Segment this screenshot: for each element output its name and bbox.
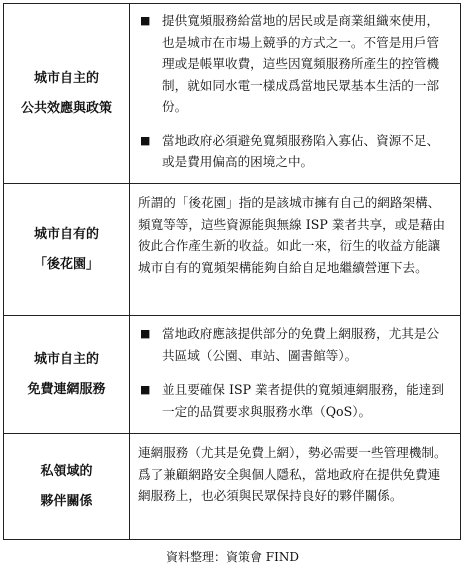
row-heading [4,184,130,315]
bullet-text: 並且要確保 ISP 業者提供的寬頻連網服務，能達到一定的品質要求與服務水準（QoS）。 [162,382,444,419]
table-row-partnership [3,433,461,540]
bullet-text: 當地政府應該提供部分的免費上網服務，尤其是公共區域（公園、車站、圖書館等）。 [162,326,440,363]
row-paragraph: 所謂的「後花園」指的是該城市擁有自己的網路架構、頻寬等等，這些資源能與無線 ISP 業者共享，或是藉由彼此合作產生新的收益。如此一來，衍生的收益方能讓城市自有的寬頻架構能夠自給自足地繼續營運下去。 [138,195,446,275]
bullet-item [138,10,450,118]
row-content [130,4,460,183]
row-heading-line: 免費連網服務 [27,381,106,397]
row-heading-line: 城市自主的 [33,351,99,367]
row-heading-line: 私領域的 [40,463,93,479]
bullet-item [138,323,450,366]
row-heading [4,316,130,433]
row-heading [4,434,130,539]
table-row-free-wifi [3,315,461,433]
row-paragraph: 連網服務（尤其是免費上網），勢必需要一些管理機制。爲了兼顧網路安全與個人隱私，當地政府在提供免費連網服務上，也必須與民眾保持良好的夥伴關係。 [138,445,447,503]
row-heading-line: 城市自主的 [33,70,99,86]
table-row-public-effect [3,3,461,183]
square-bullet-icon: ■ [140,383,151,396]
row-heading [4,4,130,183]
row-heading-line: 公共效應與政策 [20,100,112,116]
square-bullet-icon: ■ [140,327,151,340]
row-heading-line: 夥伴關係 [40,493,93,509]
table-row-backyard [3,183,461,315]
row-content [130,316,460,433]
bullet-item [138,130,450,173]
square-bullet-icon: ■ [140,133,151,147]
bullet-item [138,379,450,422]
policy-table [3,3,461,540]
row-content [130,434,460,539]
source-caption: 資料整理：資策會 FIND [165,550,299,564]
row-heading-line: 「後花園」 [33,256,99,272]
square-bullet-icon: ■ [140,14,151,27]
row-heading-line: 城市自有的 [33,226,99,242]
bullet-text: 當地政府必須避免寬頻服務陷入寡佔、資源不足、或是費用偏高的困境之中。 [162,132,440,169]
bullet-text: 提供寬頻服務給當地的居民或是商業組織來使用，也是城市在市場上競爭的方式之一。不管是用戶管理或是帳單收費，這些因寬頻服務所產生的控管機制，就如同水電一樣成爲當地民眾基本生活的一部份。 [162,13,440,114]
row-content [130,184,460,315]
